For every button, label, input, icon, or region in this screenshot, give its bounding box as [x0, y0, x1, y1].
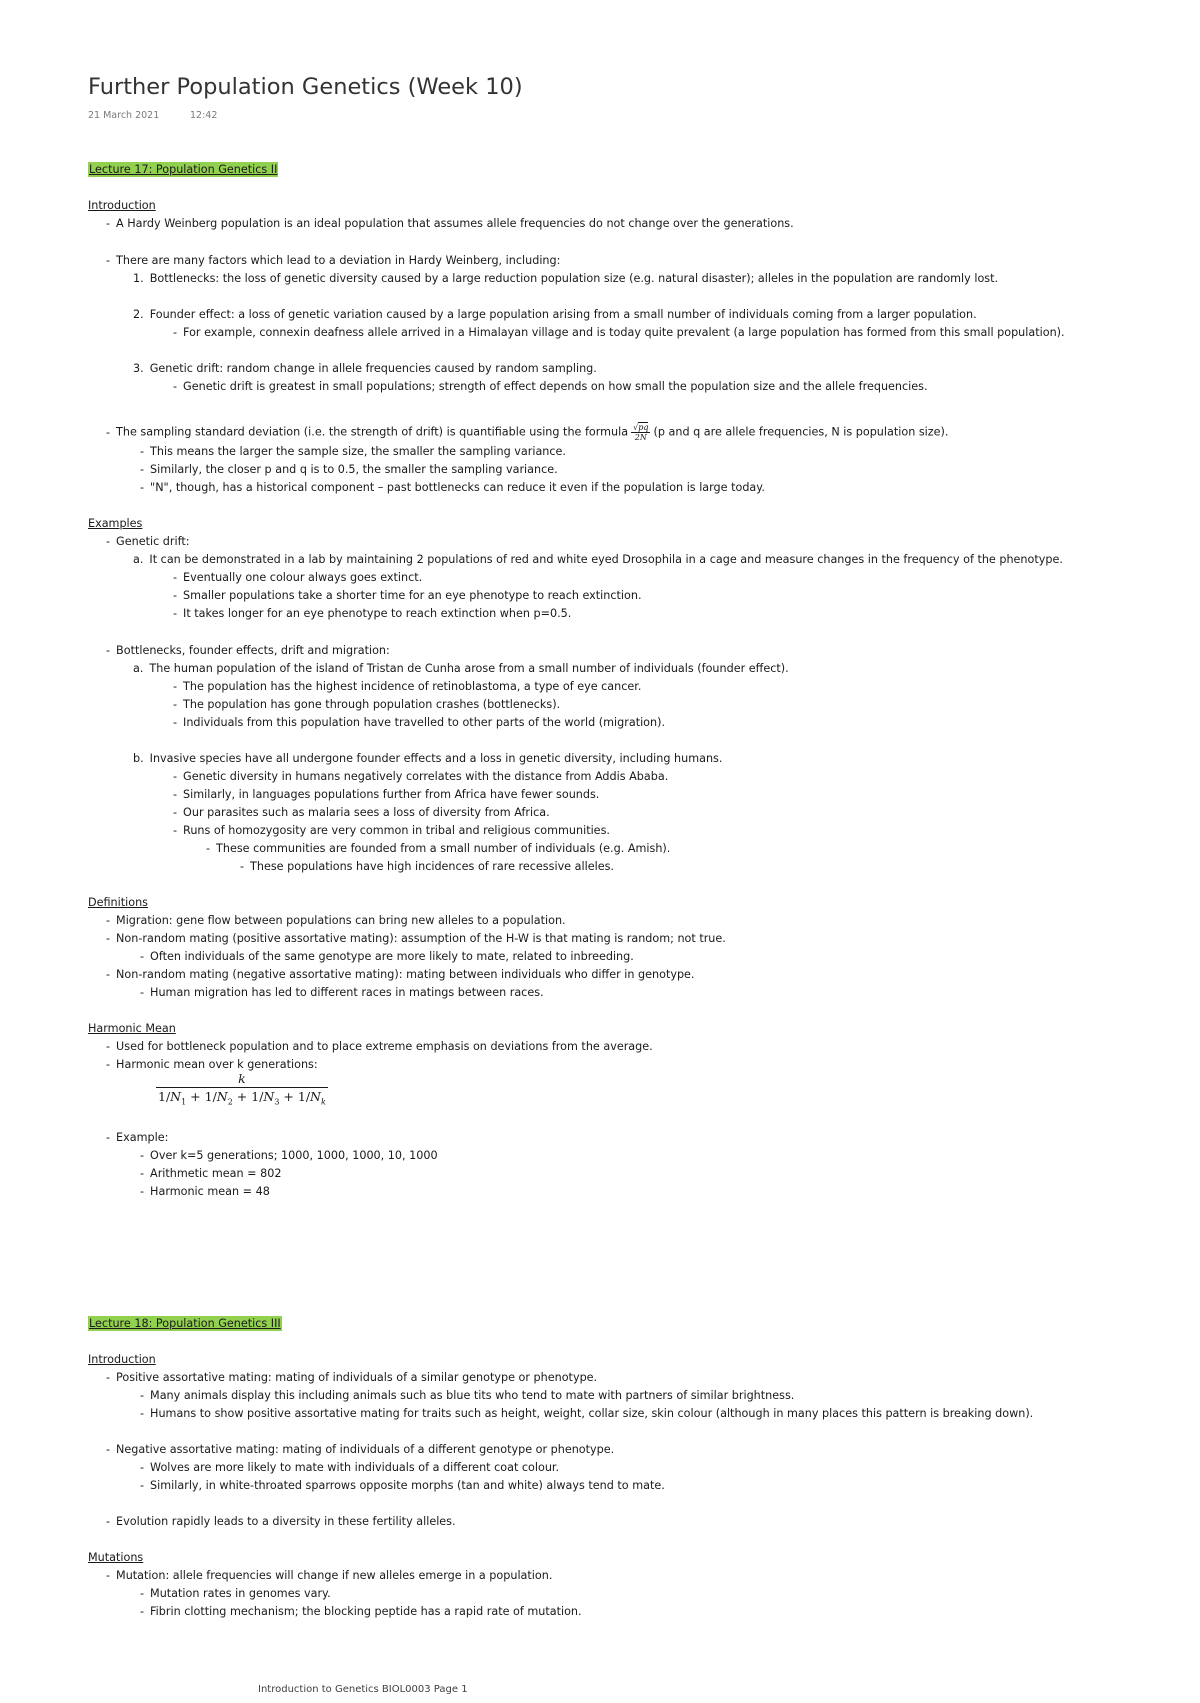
formula-numerator [631, 423, 650, 433]
sub-text: The population has the highest incidence of retinoblastoma, a type of eye cancer. [183, 680, 642, 693]
dash-marker: - [173, 806, 178, 819]
bullet-text: Evolution rapidly leads to a diversity in these fertility alleles. [116, 1515, 456, 1528]
bullet-text-after: (p and q are allele frequencies, N is population size). [653, 425, 949, 439]
letter-marker: a. [133, 662, 144, 675]
sub-text: The population has gone through population crashes (bottlenecks). [183, 698, 561, 711]
sub-text: Mutation rates in genomes vary. [150, 1587, 331, 1600]
sub-text: Over k=5 generations; 1000, 1000, 1000, 10, 1000 [150, 1149, 438, 1162]
bullet-text: Example: [116, 1131, 169, 1144]
bullet-text: Genetic drift: [116, 535, 190, 548]
bullet-hw-population [106, 216, 794, 231]
sub-text: Genetic diversity in humans negatively correlates with the distance from Addis Ababa. [183, 770, 669, 783]
sub-text: For example, connexin deafness allele arrived in a Himalayan village and is today quite prevalent (a large population has formed from this small population). [183, 326, 1065, 339]
bullet-text: Bottlenecks, founder effects, drift and migration: [116, 644, 390, 657]
dash-marker: - [206, 842, 211, 855]
genetic-drift-item-a [133, 552, 1063, 567]
sampling-sub-2 [140, 462, 558, 477]
bottlenecks-a-sub-2 [173, 697, 560, 712]
page-time: 12:42 [190, 110, 218, 121]
l18-positive-sub-1 [140, 1388, 794, 1403]
factor-text: Bottlenecks: the loss of genetic diversity caused by a large reduction population size (e.g. natural disaster); alleles in the population are randomly lost. [149, 272, 999, 285]
factor-founder-effect [133, 307, 977, 322]
factor-founder-effect-sub [173, 325, 1065, 340]
harmonic-used-for [106, 1039, 653, 1054]
harmonic-example-2 [140, 1166, 281, 1181]
factor-text: Founder effect: a loss of genetic variation caused by a large population arising from a small number of individuals coming from a larger population. [149, 308, 977, 321]
harmonic-over-k [106, 1057, 318, 1072]
lecture-18-label: Lecture 18: Population Genetics III [89, 1317, 281, 1330]
bottlenecks-item-a [133, 661, 789, 676]
genetic-drift-sub-2 [173, 588, 642, 603]
dash-marker: - [106, 1040, 111, 1053]
dash-marker: - [140, 1185, 145, 1198]
dash-marker: - [140, 1149, 145, 1162]
page-date: 21 March 2021 [88, 110, 160, 121]
dash-marker: - [173, 770, 178, 783]
page-footer: Introduction to Genetics BIOL0003 Page 1 [258, 1684, 468, 1695]
letter-marker: b. [133, 752, 144, 765]
l18-negative-sub-2 [140, 1478, 665, 1493]
harmonic-example-1 [140, 1148, 438, 1163]
dash-marker: - [173, 607, 178, 620]
dash-marker: - [106, 254, 111, 267]
dash-marker: - [106, 1515, 111, 1528]
bottlenecks-a-sub-3 [173, 715, 665, 730]
dash-marker: - [140, 1605, 145, 1618]
sub-text: Genetic drift is greatest in small populations; strength of effect depends on how small the population size and the allele frequencies. [183, 380, 928, 393]
sampling-sd-formula [631, 423, 650, 442]
bottlenecks-b-sub-3 [173, 805, 550, 820]
dash-marker: - [140, 1407, 145, 1420]
sub-text: Wolves are more likely to mate with individuals of a different coat colour. [150, 1461, 560, 1474]
sub-text: Humans to show positive assortative mating for traits such as height, weight, collar size, skin colour (although in many places this pattern is breaking down). [150, 1407, 1034, 1420]
bottlenecks-a-sub-1 [173, 679, 641, 694]
harmonic-mean-formula [156, 1071, 328, 1111]
dash-marker: - [173, 326, 178, 339]
sub-text: Similarly, the closer p and q is to 0.5, the smaller the sampling variance. [150, 463, 558, 476]
sub-text: "N", though, has a historical component – past bottlenecks can reduce it even if the population is large today. [150, 481, 765, 494]
bullet-text: Negative assortative mating: mating of individuals of a different genotype or phenotype. [116, 1443, 615, 1456]
dash-marker: - [106, 914, 111, 927]
dash-marker: - [140, 481, 145, 494]
example-genetic-drift [106, 534, 189, 549]
number-marker: 2. [133, 308, 144, 321]
sub-text: Our parasites such as malaria sees a loss of diversity from Africa. [183, 806, 550, 819]
dash-marker: - [173, 680, 178, 693]
dash-marker: - [173, 788, 178, 801]
dash-marker: - [140, 986, 145, 999]
bullet-text: Non-random mating (negative assortative mating): mating between individuals who differ in genotype. [116, 968, 695, 981]
sampling-sub-1 [140, 444, 566, 459]
factor-genetic-drift [133, 361, 597, 376]
harmonic-example-label [106, 1130, 168, 1145]
item-text: Invasive species have all undergone founder effects and a loss in genetic diversity, including humans. [149, 752, 723, 765]
examples-heading: Examples [88, 517, 143, 530]
dash-marker: - [173, 716, 178, 729]
genetic-drift-sub-1 [173, 570, 422, 585]
sampling-sub-3 [140, 480, 765, 495]
dash-marker: - [173, 589, 178, 602]
bullet-text: A Hardy Weinberg population is an ideal population that assumes allele frequencies do not change over the generations. [116, 217, 794, 230]
l18-negative-mating [106, 1442, 614, 1457]
sub-text: Human migration has led to different races in matings between races. [150, 986, 544, 999]
bullet-sampling-sd [106, 423, 948, 442]
factor-text: Genetic drift: random change in allele frequencies caused by random sampling. [149, 362, 597, 375]
sub-text: Often individuals of the same genotype are more likely to mate, related to inbreeding. [150, 950, 634, 963]
bottlenecks-b-subsubsub [240, 859, 614, 874]
dash-marker: - [106, 1058, 111, 1071]
sub-text: Similarly, in languages populations further from Africa have fewer sounds. [183, 788, 600, 801]
number-marker: 1. [133, 272, 144, 285]
dash-marker: - [140, 445, 145, 458]
harmonic-example-3 [140, 1184, 270, 1199]
sub-text: Harmonic mean = 48 [150, 1185, 270, 1198]
dash-marker: - [173, 380, 178, 393]
dash-marker: - [173, 824, 178, 837]
bullet-text: Harmonic mean over k generations: [116, 1058, 318, 1071]
formula-numerator-text: pq [638, 423, 649, 432]
dash-marker: - [140, 463, 145, 476]
l18-negative-sub-1 [140, 1460, 559, 1475]
page-title: Further Population Genetics (Week 10) [88, 74, 523, 100]
dash-marker: - [106, 932, 111, 945]
definition-negative-mating [106, 967, 695, 982]
bottlenecks-b-subsub [206, 841, 670, 856]
bullet-text: Non-random mating (positive assortative mating): assumption of the H-W is that mating is random; not true. [116, 932, 726, 945]
sub-text: Eventually one colour always goes extinct. [183, 571, 423, 584]
formula-denominator: 2N [634, 433, 647, 442]
dash-marker: - [106, 535, 111, 548]
dash-marker: - [106, 644, 111, 657]
dash-marker: - [106, 1371, 111, 1384]
definitions-heading: Definitions [88, 896, 149, 909]
l18-positive-mating [106, 1370, 597, 1385]
example-bottlenecks [106, 643, 390, 658]
bullet-text: Positive assortative mating: mating of individuals of a similar genotype or phenotype. [116, 1371, 598, 1384]
definition-migration [106, 913, 566, 928]
factor-bottlenecks [133, 271, 998, 286]
bullet-text: Migration: gene flow between populations can bring new alleles to a population. [116, 914, 566, 927]
square-root-sign: √ [633, 423, 639, 432]
dash-marker: - [106, 1443, 111, 1456]
bullet-text: Mutation: allele frequencies will change if new alleles emerge in a population. [116, 1569, 553, 1582]
lecture-17-label: Lecture 17: Population Genetics II [89, 163, 278, 176]
factor-genetic-drift-sub [173, 379, 928, 394]
definition-positive-sub [140, 949, 634, 964]
number-marker: 3. [133, 362, 144, 375]
sub-text: Fibrin clotting mechanism; the blocking peptide has a rapid rate of mutation. [150, 1605, 582, 1618]
mutation-sub-2 [140, 1604, 582, 1619]
sub-text: Arithmetic mean = 802 [150, 1167, 282, 1180]
l17-introduction-heading: Introduction [88, 199, 156, 212]
dash-marker: - [140, 950, 145, 963]
dash-marker: - [106, 1569, 111, 1582]
letter-marker: a. [133, 553, 144, 566]
dash-marker: - [140, 1461, 145, 1474]
dash-marker: - [173, 698, 178, 711]
l18-positive-sub-2 [140, 1406, 1033, 1421]
bullet-text: The sampling standard deviation (i.e. the strength of drift) is quantifiable using the formula [116, 425, 629, 439]
bottlenecks-b-sub-4 [173, 823, 610, 838]
bullet-text: Used for bottleneck population and to place extreme emphasis on deviations from the average. [116, 1040, 653, 1053]
dash-marker: - [106, 968, 111, 981]
sub-text: It takes longer for an eye phenotype to reach extinction when p=0.5. [183, 607, 572, 620]
item-text: The human population of the island of Tristan de Cunha arose from a small number of individuals (founder effect). [149, 662, 789, 675]
sub-text: These populations have high incidences of rare recessive alleles. [250, 860, 614, 873]
sub-text: These communities are founded from a small number of individuals (e.g. Amish). [216, 842, 671, 855]
definition-positive-mating [106, 931, 726, 946]
bottlenecks-b-sub-1 [173, 769, 668, 784]
bottlenecks-b-sub-2 [173, 787, 599, 802]
bottlenecks-item-b [133, 751, 722, 766]
sub-text: Similarly, in white-throated sparrows opposite morphs (tan and white) always tend to mate. [150, 1479, 665, 1492]
mutations-heading: Mutations [88, 1551, 144, 1564]
definition-negative-sub [140, 985, 544, 1000]
dash-marker: - [106, 217, 111, 230]
dash-marker: - [240, 860, 245, 873]
harmonic-mean-heading: Harmonic Mean [88, 1022, 176, 1035]
mutation-sub-1 [140, 1586, 331, 1601]
dash-marker: - [173, 571, 178, 584]
sub-text: This means the larger the sample size, the smaller the sampling variance. [150, 445, 566, 458]
sub-text: Smaller populations take a shorter time for an eye phenotype to reach extinction. [183, 589, 642, 602]
bullet-text: There are many factors which lead to a deviation in Hardy Weinberg, including: [116, 254, 561, 267]
dash-marker: - [140, 1167, 145, 1180]
dash-marker: - [140, 1587, 145, 1600]
l18-evolution [106, 1514, 456, 1529]
dash-marker: - [106, 425, 111, 439]
l18-introduction-heading: Introduction [88, 1353, 156, 1366]
sub-text: Individuals from this population have travelled to other parts of the world (migration). [183, 716, 666, 729]
genetic-drift-sub-3 [173, 606, 571, 621]
bullet-factors-intro [106, 253, 560, 268]
sub-text: Many animals display this including animals such as blue tits who tend to mate with partners of similar brightness. [150, 1389, 795, 1402]
dash-marker: - [140, 1479, 145, 1492]
mutation-definition [106, 1568, 552, 1583]
item-text: It can be demonstrated in a lab by maintaining 2 populations of red and white eyed Drosophila in a cage and measure changes in the frequency of the phenotype. [149, 553, 1063, 566]
dash-marker: - [140, 1389, 145, 1402]
formula-numerator: k [156, 1071, 328, 1088]
formula-denominator: $1/N_1 + 1/N_2 + 1/N_3 + 1/N_k$ [158, 1089, 326, 1107]
dash-marker: - [106, 1131, 111, 1144]
sub-text: Runs of homozygosity are very common in tribal and religious communities. [183, 824, 610, 837]
